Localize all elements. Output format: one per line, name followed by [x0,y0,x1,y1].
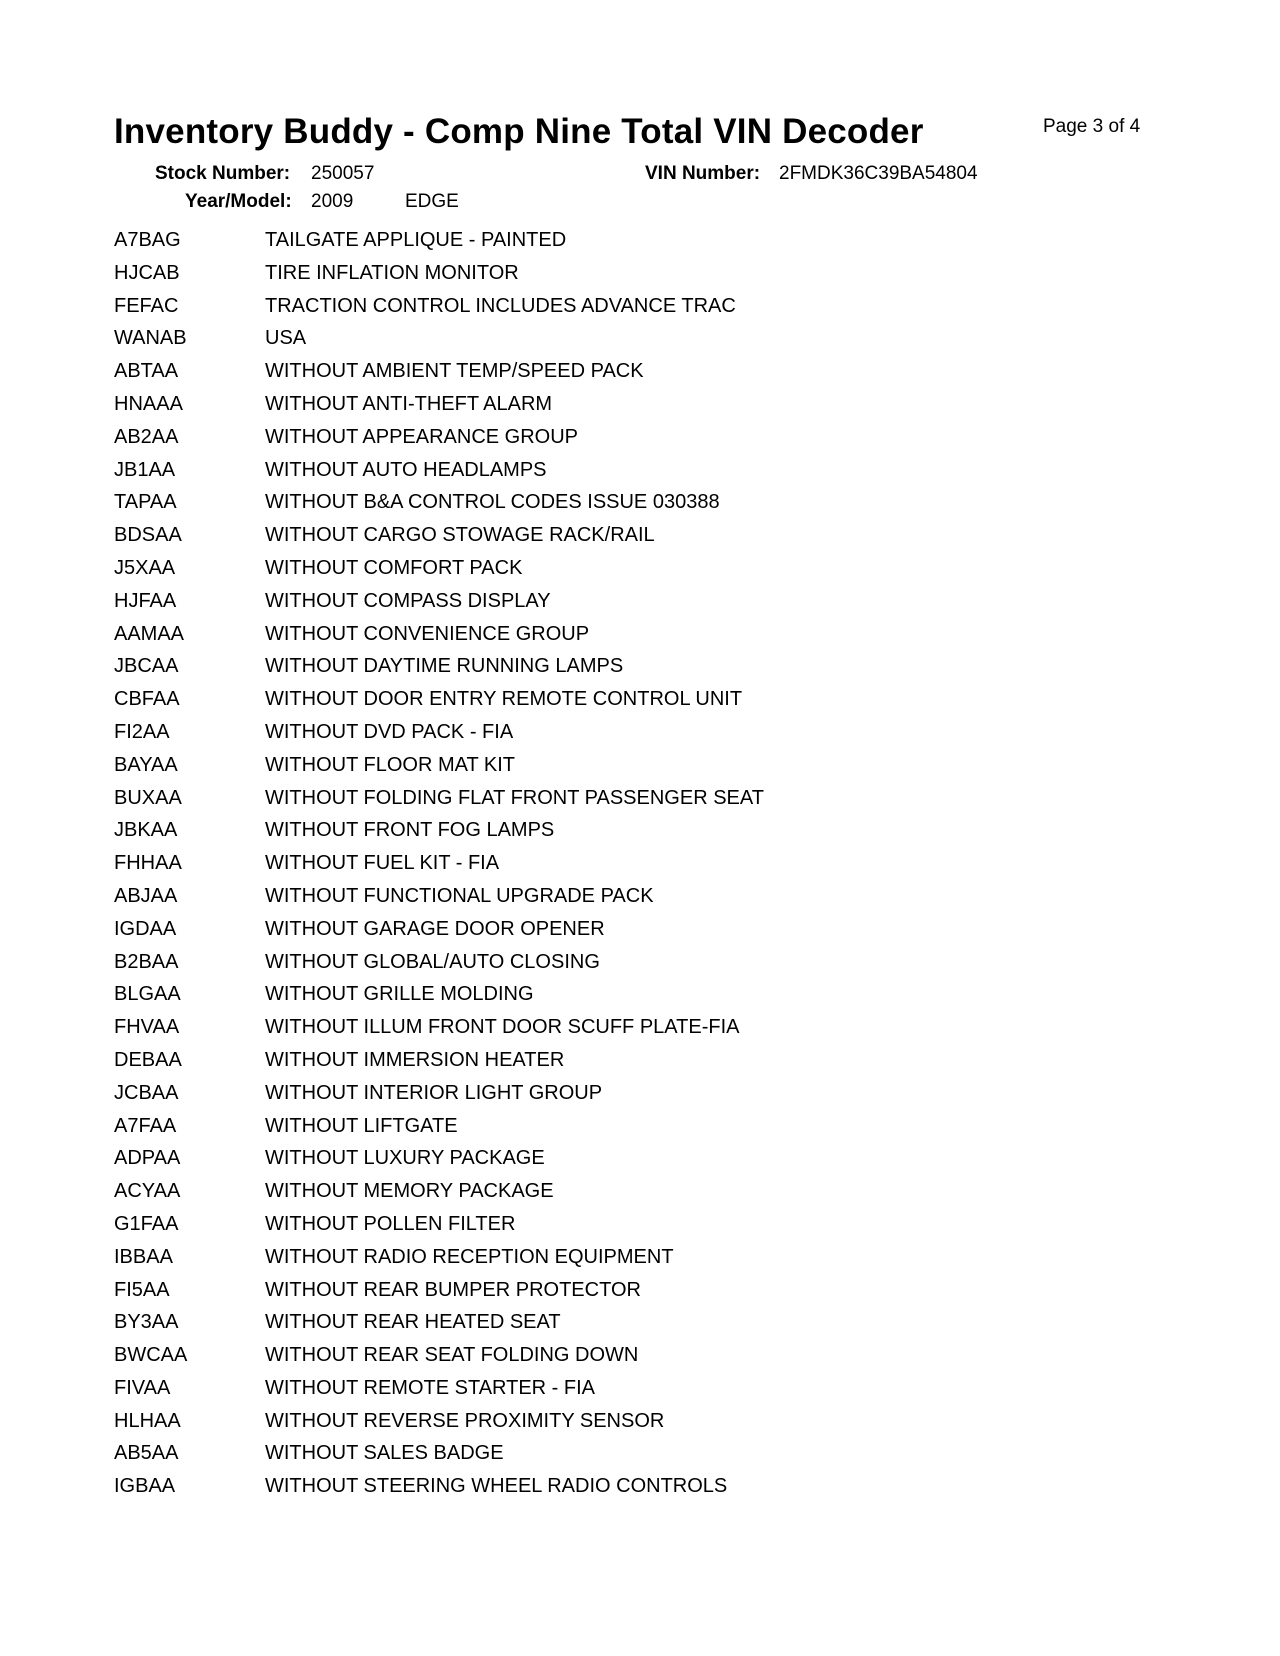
option-code: BWCAA [114,1344,188,1367]
option-row [114,1213,1114,1246]
option-description: WITHOUT POLLEN FILTER [265,1212,516,1235]
option-code: JBKAA [114,819,178,842]
option-code: ABTAA [114,360,179,383]
option-row [114,524,1114,557]
option-description: WITHOUT FUEL KIT - FIA [265,852,500,875]
option-row [114,819,1114,852]
option-row [114,1344,1114,1377]
option-code: TAPAA [114,491,177,514]
option-description: WITHOUT DAYTIME RUNNING LAMPS [265,655,624,678]
option-description: WITHOUT IMMERSION HEATER [265,1048,565,1071]
option-description: WITHOUT ILLUM FRONT DOOR SCUFF PLATE-FIA [265,1016,740,1039]
option-description: USA [265,327,307,350]
option-code: FI5AA [114,1278,170,1301]
option-code: BLGAA [114,983,181,1006]
vin-number-value: 2FMDK36C39BA54804 [779,163,978,184]
option-description: TIRE INFLATION MONITOR [265,261,519,284]
option-row [114,229,1114,262]
option-row [114,623,1114,656]
option-code: FHHAA [114,852,182,875]
option-code: AB2AA [114,425,179,448]
option-code: JCBAA [114,1081,179,1104]
option-description: WITHOUT FUNCTIONAL UPGRADE PACK [265,884,654,907]
option-description: WITHOUT AMBIENT TEMP/SPEED PACK [265,360,644,383]
option-row [114,459,1114,492]
option-row [114,1377,1114,1410]
year-model-label: Year/Model: [185,191,292,212]
option-description: WITHOUT RADIO RECEPTION EQUIPMENT [265,1245,674,1268]
option-code: JB1AA [114,458,176,481]
option-row [114,787,1114,820]
option-description: WITHOUT FLOOR MAT KIT [265,753,515,776]
vin-number-label: VIN Number: [645,163,761,184]
option-description: WITHOUT DOOR ENTRY REMOTE CONTROL UNIT [265,688,743,711]
option-description: WITHOUT AUTO HEADLAMPS [265,458,547,481]
option-description: WITHOUT LUXURY PACKAGE [265,1147,545,1170]
model-value: EDGE [405,191,459,212]
option-row [114,1049,1114,1082]
option-description: WITHOUT GARAGE DOOR OPENER [265,917,605,940]
option-row [114,721,1114,754]
option-description: WITHOUT MEMORY PACKAGE [265,1180,554,1203]
option-code: IGBAA [114,1475,176,1498]
option-row [114,426,1114,459]
option-code: FHVAA [114,1016,180,1039]
option-description: WITHOUT INTERIOR LIGHT GROUP [265,1081,603,1104]
option-code: BDSAA [114,524,182,547]
option-code: BAYAA [114,753,178,776]
option-description: WITHOUT B&A CONTROL CODES ISSUE 030388 [265,491,720,514]
option-description: WITHOUT SALES BADGE [265,1442,504,1465]
option-description: WITHOUT REAR SEAT FOLDING DOWN [265,1344,639,1367]
option-row [114,1082,1114,1115]
option-code: JBCAA [114,655,179,678]
option-description: WITHOUT FOLDING FLAT FRONT PASSENGER SEAT [265,786,764,809]
option-code-list [114,229,1114,1508]
option-description: TAILGATE APPLIQUE - PAINTED [265,229,567,251]
option-row [114,360,1114,393]
option-description: WITHOUT FRONT FOG LAMPS [265,819,555,842]
option-code: J5XAA [114,556,176,579]
option-row [114,1180,1114,1213]
option-description: WITHOUT REVERSE PROXIMITY SENSOR [265,1409,665,1432]
option-code: AB5AA [114,1442,179,1465]
option-code: IGDAA [114,917,177,940]
option-description: TRACTION CONTROL INCLUDES ADVANCE TRAC [265,294,736,317]
page-title: Inventory Buddy - Comp Nine Total VIN Decoder [114,112,924,151]
option-row [114,918,1114,951]
option-code: DEBAA [114,1048,182,1071]
option-code: HNAAA [114,392,183,415]
option-code: WANAB [114,327,187,350]
option-description: WITHOUT REMOTE STARTER - FIA [265,1376,595,1399]
option-code: IBBAA [114,1245,173,1268]
option-code: FI2AA [114,720,170,743]
option-description: WITHOUT GLOBAL/AUTO CLOSING [265,950,600,973]
option-description: WITHOUT REAR BUMPER PROTECTOR [265,1278,641,1301]
option-row [114,951,1114,984]
option-row [114,1475,1114,1508]
stock-number-value: 250057 [311,163,375,184]
option-row [114,491,1114,524]
year-value: 2009 [311,191,354,212]
option-description: WITHOUT STEERING WHEEL RADIO CONTROLS [265,1475,728,1498]
option-code: A7FAA [114,1114,177,1137]
option-description: WITHOUT ANTI-THEFT ALARM [265,392,553,415]
option-row [114,688,1114,721]
option-row [114,885,1114,918]
option-row [114,327,1114,360]
option-code: ABJAA [114,884,178,907]
option-row [114,557,1114,590]
option-row [114,1016,1114,1049]
option-code: G1FAA [114,1212,179,1235]
option-description: WITHOUT DVD PACK - FIA [265,720,514,743]
option-code: FIVAA [114,1376,171,1399]
option-row [114,1279,1114,1312]
option-code: B2BAA [114,950,179,973]
option-row [114,295,1114,328]
option-code: HLHAA [114,1409,181,1432]
option-code: BUXAA [114,786,182,809]
option-row [114,262,1114,295]
option-code: ADPAA [114,1147,181,1170]
option-code: A7BAG [114,229,181,251]
stock-number-label: Stock Number: [155,163,291,184]
option-row [114,655,1114,688]
option-description: WITHOUT CARGO STOWAGE RACK/RAIL [265,524,655,547]
option-code: AAMAA [114,622,185,645]
option-description: WITHOUT COMFORT PACK [265,556,523,579]
option-code: HJFAA [114,589,177,612]
option-code: BY3AA [114,1311,179,1334]
option-row [114,1246,1114,1279]
option-description: WITHOUT APPEARANCE GROUP [265,425,579,448]
option-code: ACYAA [114,1180,181,1203]
option-description: WITHOUT REAR HEATED SEAT [265,1311,561,1334]
option-code: FEFAC [114,294,179,317]
option-row [114,1311,1114,1344]
option-row [114,1410,1114,1443]
option-code: HJCAB [114,261,180,284]
option-description: WITHOUT COMPASS DISPLAY [265,589,551,612]
option-description: WITHOUT GRILLE MOLDING [265,983,534,1006]
option-row [114,852,1114,885]
option-row [114,1147,1114,1180]
option-row [114,1442,1114,1475]
option-description: WITHOUT LIFTGATE [265,1114,458,1137]
option-row [114,1115,1114,1148]
option-row [114,754,1114,787]
page-number: Page 3 of 4 [1043,116,1141,137]
option-code: CBFAA [114,688,180,711]
option-description: WITHOUT CONVENIENCE GROUP [265,622,590,645]
option-row [114,983,1114,1016]
option-row [114,590,1114,623]
option-row [114,393,1114,426]
